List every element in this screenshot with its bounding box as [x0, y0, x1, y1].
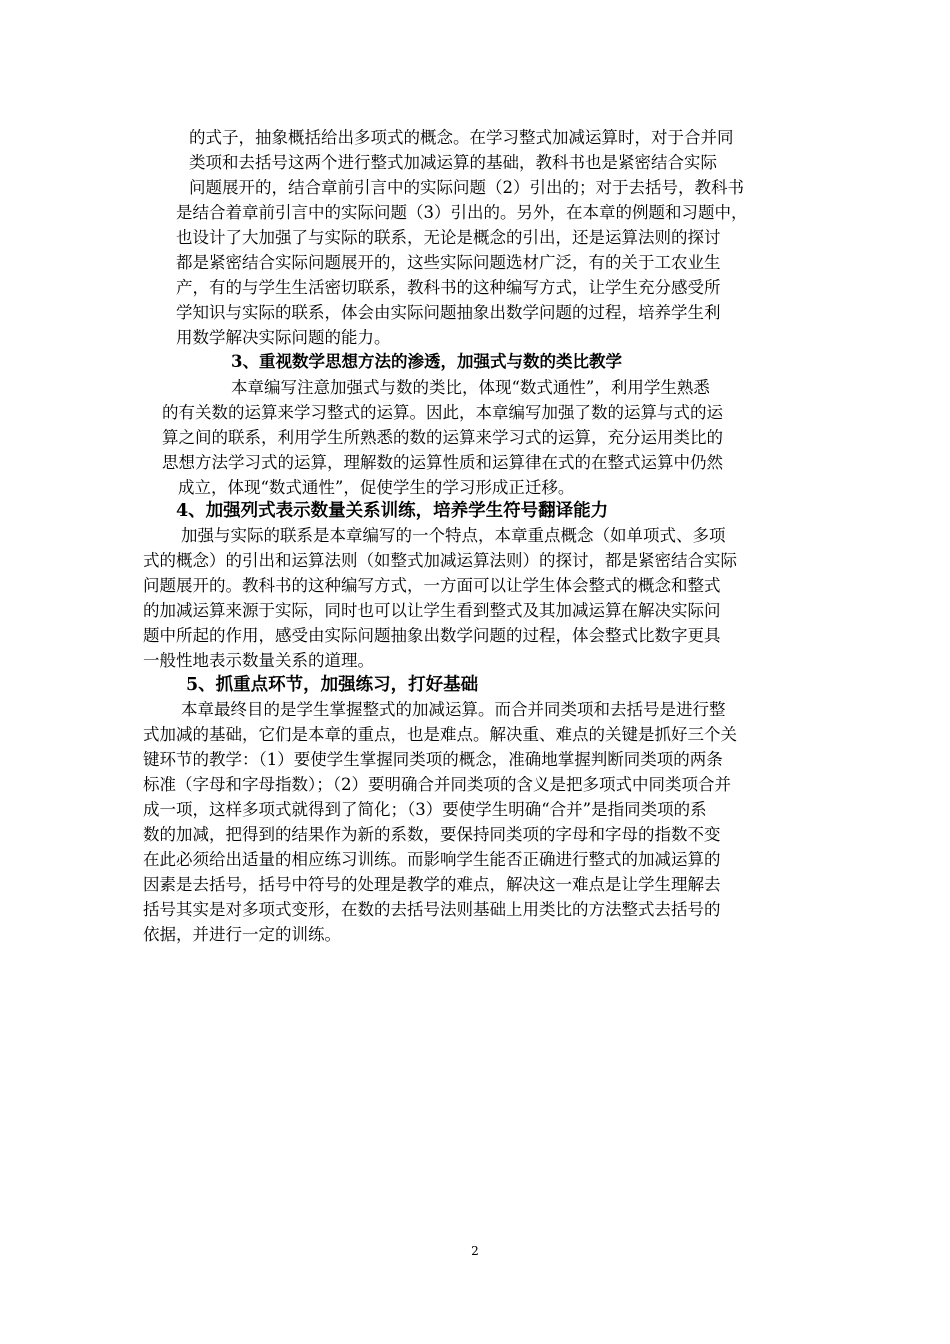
paragraph-line: 的有关数的运算来学习整式的运算。因此，本章编写加强了数的运算与式的运	[162, 403, 723, 422]
page-number: 2	[471, 1244, 479, 1258]
paragraph-line: 类项和去括号这两个进行整式加减运算的基础，教科书也是紧密结合实际	[189, 153, 717, 172]
paragraph-line: 括号其实是对多项式变形，在数的去括号法则基础上用类比的方法整式去括号的	[143, 900, 721, 919]
paragraph-line: 式加减的基础，它们是本章的重点，也是难点。解决重、难点的关键是抓好三个关	[143, 725, 737, 744]
paragraph-line: 问题展开的。教科书的这种编写方式，一方面可以让学生体会整式的概念和整式	[143, 576, 721, 595]
paragraph-line: 思想方法学习式的运算，理解数的运算性质和运算律在式的在整式运算中仍然	[162, 453, 723, 472]
paragraph-line: 都是紧密结合实际问题展开的，这些实际问题选材广泛，有的关于工农业生	[176, 253, 721, 272]
paragraph-line: 用数学解决实际问题的能力。	[176, 328, 391, 347]
paragraph-line: 式的概念）的引出和运算法则（如整式加减运算法则）的探讨，都是紧密结合实际	[143, 551, 737, 570]
paragraph-line: 成一项，这样多项式就得到了简化；（3）要使学生明确“合并”是指同类项的系	[143, 800, 707, 819]
paragraph-line: 问题展开的，结合章前引言中的实际问题（2）引出的；对于去括号，教科书	[189, 178, 744, 197]
paragraph-line: 也设计了大加强了与实际的联系，无论是概念的引出，还是运算法则的探讨	[176, 228, 721, 247]
paragraph-line: 学知识与实际的联系，体会由实际问题抽象出数学问题的过程，培养学生利	[176, 303, 721, 322]
paragraph-line: 本章最终目的是学生掌握整式的加减运算。而合并同类项和去括号是进行整	[181, 700, 726, 719]
paragraph-line: 算之间的联系，利用学生所熟悉的数的运算来学习式的运算，充分运用类比的	[162, 428, 723, 447]
paragraph-line: 一般性地表示数量关系的道理。	[143, 651, 374, 670]
paragraph-line: 在此必须给出适量的相应练习训练。而影响学生能否正确进行整式的加减运算的	[143, 850, 721, 869]
paragraph-line: 的加减运算来源于实际，同时也可以让学生看到整式及其加减运算在解决实际问	[143, 601, 721, 620]
paragraph-line: 标准（字母和字母指数）；（2）要明确合并同类项的含义是把多项式中同类项合并	[143, 775, 731, 794]
section-heading-3: 3、重视数学思想方法的渗透，加强式与数的类比教学	[231, 352, 622, 371]
paragraph-line: 数的加减，把得到的结果作为新的系数，要保持同类项的字母和字母的指数不变	[143, 825, 721, 844]
paragraph-line: 的式子，抽象概括给出多项式的概念。在学习整式加减运算时，对于合并同	[189, 128, 734, 147]
paragraph-line: 成立，体现“数式通性”，促使学生的学习形成正迁移。	[178, 478, 575, 497]
paragraph-line: 键环节的教学：（1）要使学生掌握同类项的概念，准确地掌握判断同类项的两条	[143, 750, 723, 769]
paragraph-line: 题中所起的作用，感受由实际问题抽象出数学问题的过程，体会整式比数字更具	[143, 626, 721, 645]
paragraph-line: 依据，并进行一定的训练。	[143, 925, 341, 944]
paragraph-line: 产，有的与学生生活密切联系，教科书的这种编写方式，让学生充分感受所	[176, 278, 721, 297]
paragraph-line: 是结合着章前引言中的实际问题（3）引出的。另外，在本章的例题和习题中，	[176, 203, 748, 222]
section-heading-5: 5、抓重点环节，加强练习，打好基础	[186, 675, 479, 695]
paragraph-line: 因素是去括号，括号中符号的处理是教学的难点，解决这一难点是让学生理解去	[143, 875, 721, 894]
section-heading-4: 4、加强列式表示数量关系训练，培养学生符号翻译能力	[176, 501, 609, 521]
paragraph-line: 本章编写注意加强式与数的类比，体现“数式通性”，利用学生熟悉	[231, 378, 710, 397]
paragraph-line: 加强与实际的联系是本章编写的一个特点，本章重点概念（如单项式、多项	[181, 526, 726, 545]
